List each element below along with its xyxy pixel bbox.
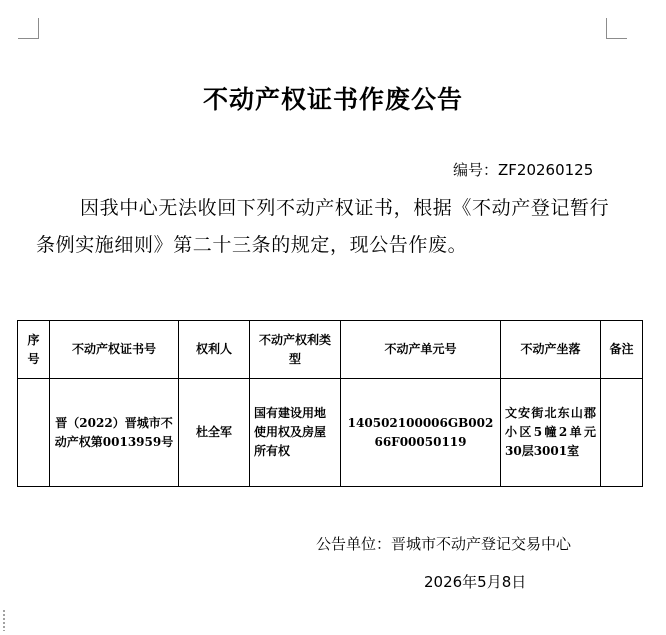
cell-right-type: 国有建设用地使用权及房屋所有权 bbox=[250, 379, 341, 487]
cell-cert-no: 晋（2022）晋城市不动产权第0013959号 bbox=[50, 379, 179, 487]
resize-grip-icon bbox=[2, 609, 6, 631]
announcing-unit: 公告单位：晋城市不动产登记交易中心 bbox=[316, 535, 572, 553]
page-corner-mark-top-left bbox=[18, 18, 39, 39]
announcement-date: 2026年5月8日 bbox=[424, 573, 527, 591]
cell-location: 文安街北东山郡小区5幢2单元30层3001室 bbox=[501, 379, 601, 487]
document-number: 编号：ZF20260125 bbox=[453, 161, 594, 179]
page-corner-mark-top-right bbox=[606, 18, 627, 39]
cell-seq bbox=[18, 379, 50, 487]
header-remark: 备注 bbox=[601, 321, 643, 379]
header-location: 不动产坐落 bbox=[501, 321, 601, 379]
header-seq: 序号 bbox=[18, 321, 50, 379]
cell-unit-no: 140502100006GB00266F00050119 bbox=[341, 379, 501, 487]
header-right-type: 不动产权利类型 bbox=[250, 321, 341, 379]
header-owner: 权利人 bbox=[179, 321, 250, 379]
notice-paragraph: 因我中心无法收回下列不动产权证书，根据《不动产登记暂行条例实施细则》第二十三条的规定，现公告作废。 bbox=[36, 197, 610, 256]
header-cert-no: 不动产权证书号 bbox=[50, 321, 179, 379]
certificate-table bbox=[17, 320, 643, 487]
cell-remark bbox=[601, 379, 643, 487]
table-header-row bbox=[18, 321, 643, 379]
cell-owner: 杜全军 bbox=[179, 379, 250, 487]
document-title: 不动产权证书作废公告 bbox=[202, 85, 463, 114]
header-unit-no: 不动产单元号 bbox=[341, 321, 501, 379]
table-row bbox=[18, 379, 643, 487]
